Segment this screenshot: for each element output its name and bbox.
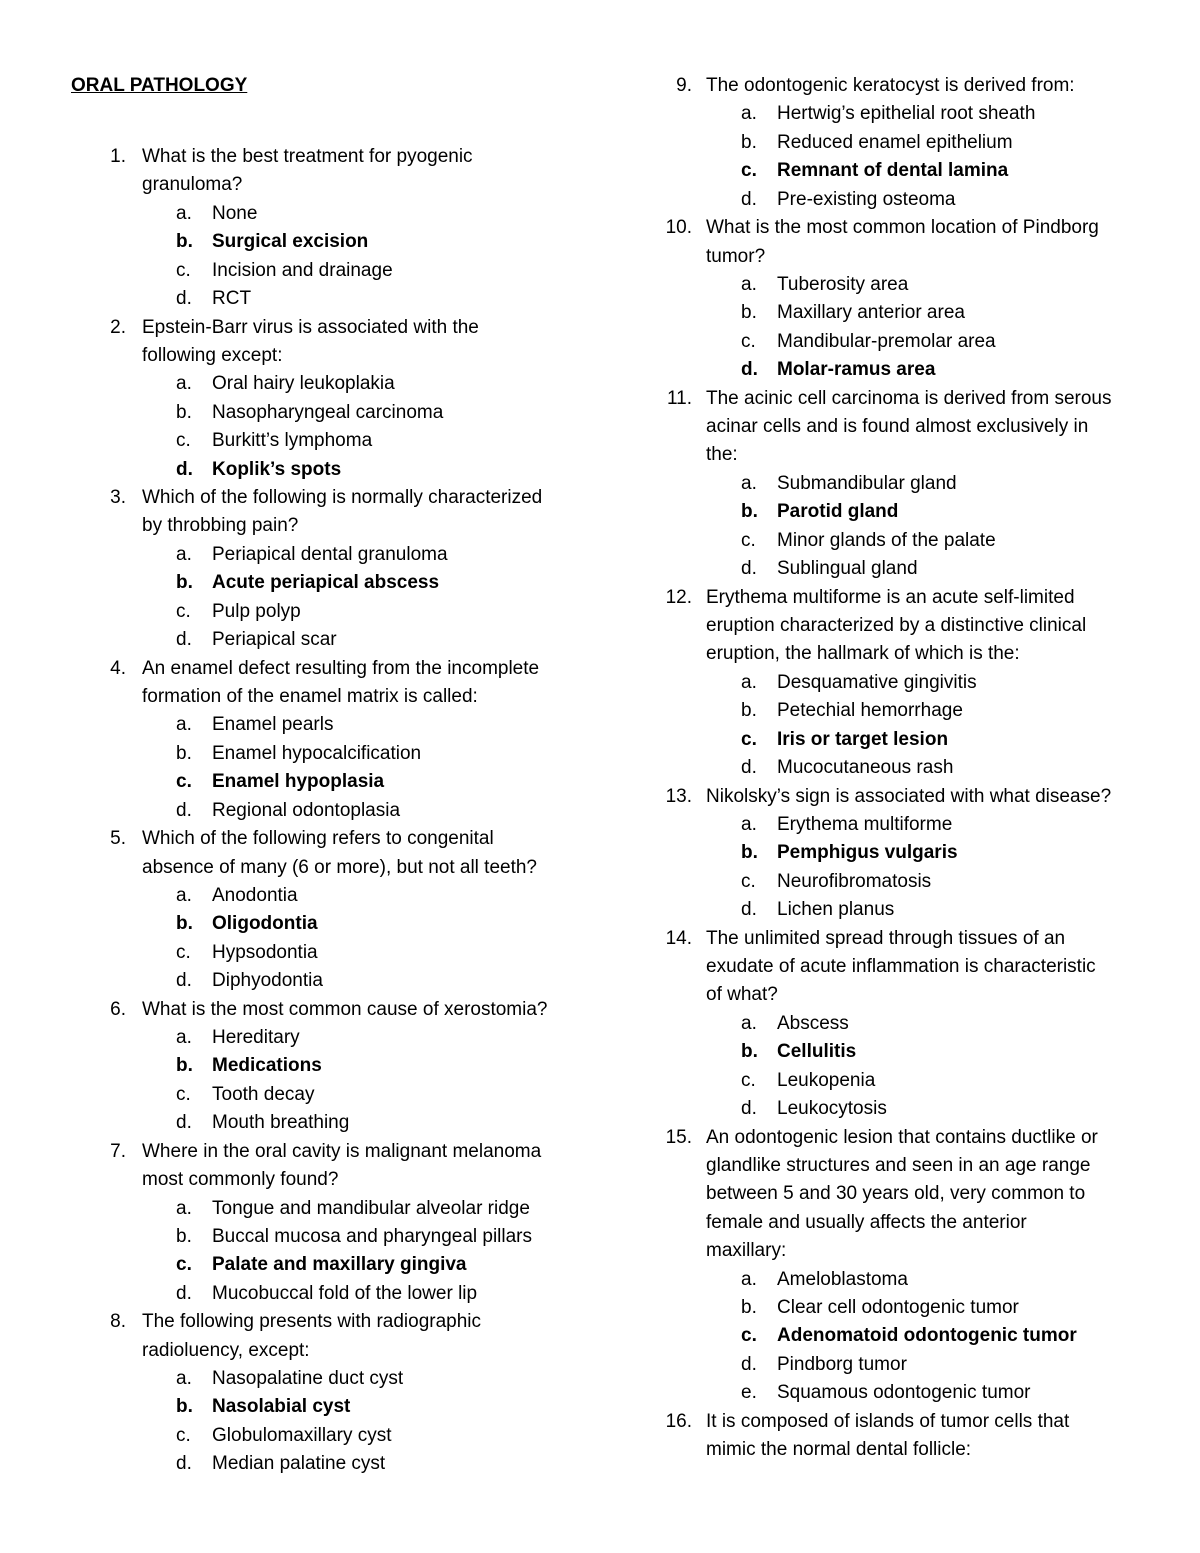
option-letter: c. [741,529,756,551]
question-text: What is the most common location of Pindborg [706,217,1099,239]
question-number: 15. [665,1126,692,1148]
question-line [0,642,1200,666]
question-text: eruption, the hallmark of which is the: [706,643,1020,665]
answer-option [0,1268,1200,1292]
option-text: Petechial hemorrhage [777,700,963,722]
question-line [0,614,1200,638]
answer-option [0,1069,1200,1093]
option-letter: b. [176,1055,193,1077]
option-letter: b. [741,131,757,153]
question-text: Which of the following is normally characterized [142,487,543,509]
option-text: Nasopalatine duct cyst [212,1368,404,1390]
answer-option [0,1296,1200,1320]
option-text: Pre-existing osteoma [777,188,956,210]
option-text: Incision and drainage [212,259,393,281]
option-text: Squamous odontogenic tumor [777,1382,1031,1404]
option-letter: c. [176,1254,192,1276]
option-letter: a. [741,103,757,125]
answer-option-correct [0,1324,1200,1348]
question-text: tumor? [706,245,766,267]
question-text: following except: [142,344,283,366]
answer-option [0,1353,1200,1377]
answer-option [0,1381,1200,1405]
option-text: Minor glands of the palate [777,529,996,551]
question-line [0,74,1200,98]
option-letter: c. [176,430,191,452]
option-text: Enamel hypoplasia [212,771,385,793]
option-letter: a. [176,543,192,565]
option-text: Diphyodontia [212,970,323,992]
answer-option [0,1097,1200,1121]
option-text: Enamel hypocalcification [212,742,422,764]
option-text: Globulomaxillary cyst [212,1424,392,1446]
option-text: Periapical dental granuloma [212,543,448,565]
option-text: Iris or target lesion [777,728,949,750]
option-letter: c. [176,1083,191,1105]
option-text: Periapical scar [212,629,337,651]
question-line [0,443,1200,467]
option-letter: d. [176,458,193,480]
answer-option [0,756,1200,780]
question-text: The following presents with radiographic [142,1311,482,1333]
option-text: Buccal mucosa and pharyngeal pillars [212,1225,533,1247]
option-letter: b. [741,842,758,864]
question-number: 5. [110,828,126,850]
option-letter: b. [176,231,193,253]
option-text: Remnant of dental lamina [777,160,1009,182]
question-number: 6. [110,998,126,1020]
option-letter: e. [741,1382,757,1404]
option-letter: a. [176,1027,192,1049]
question-text: formation of the enamel matrix is called: [142,685,478,707]
option-text: Parotid gland [777,501,899,523]
option-text: Cellulitis [777,1041,857,1063]
question-text: eruption characterized by a distinctive clinical [706,614,1087,636]
question-text: absence of many (6 or more), but not all teeth? [142,856,537,878]
option-text: Leukocytosis [777,1098,887,1120]
option-letter: b. [176,401,192,423]
option-text: Enamel pearls [212,714,334,736]
question-line [0,1211,1200,1235]
option-letter: a. [741,671,757,693]
answer-option [0,301,1200,325]
option-letter: d. [741,1098,757,1120]
option-text: Koplik’s spots [212,458,342,480]
answer-option-correct [0,841,1200,865]
option-text: RCT [212,288,252,310]
question-number: 9. [676,75,692,96]
answer-option [0,330,1200,354]
option-text: Reduced enamel epithelium [777,131,1013,153]
answer-option [0,472,1200,496]
option-letter: b. [176,572,193,594]
question-text: most commonly found? [142,1169,339,1191]
question-text: It is composed of islands of tumor cells that [706,1410,1070,1432]
option-text: Mandibular-premolar area [777,330,996,352]
option-letter: c. [176,941,191,963]
option-letter: b. [741,302,757,324]
option-letter: d. [741,188,757,210]
option-letter: a. [176,373,192,395]
option-letter: c. [741,1325,757,1347]
answer-option [0,870,1200,894]
answer-option [0,557,1200,581]
answer-option-correct [0,159,1200,183]
answer-option-correct [0,1040,1200,1064]
option-letter: b. [741,501,758,523]
option-letter: b. [176,1225,192,1247]
question-line [0,955,1200,979]
question-text: Which of the following refers to congenital [142,828,494,850]
answer-option [0,671,1200,695]
option-letter: a. [741,1012,757,1034]
question-line [0,1126,1200,1150]
option-letter: b. [741,700,757,722]
answer-option [0,898,1200,922]
question-line [0,1438,1200,1462]
option-text: None [212,202,258,224]
option-text: Abscess [777,1012,849,1034]
question-number: 10. [665,217,692,239]
option-letter: b. [176,913,193,935]
question-number: 1. [110,146,126,167]
question-text: An enamel defect resulting from the incomplete [142,657,540,679]
question-number: 2. [110,316,126,338]
option-letter: a. [176,884,192,906]
option-letter: b. [176,742,192,764]
option-text: Mucocutaneous rash [777,757,954,779]
answer-option [0,188,1200,212]
option-text: Surgical excision [212,231,369,253]
option-letter: d. [176,1112,192,1134]
option-letter: d. [741,558,757,580]
question-line [0,216,1200,240]
option-letter: a. [176,202,192,224]
question-text: by throbbing pain? [142,515,299,537]
option-letter: d. [176,799,192,821]
option-letter: c. [176,771,192,793]
option-text: Pindborg tumor [777,1353,907,1375]
option-letter: a. [741,1268,757,1290]
option-text: Hertwig’s epithelial root sheath [777,103,1036,125]
question-line [0,1154,1200,1178]
option-text: Tongue and mandibular alveolar ridge [212,1197,530,1219]
question-number: 3. [110,487,126,509]
option-text: Maxillary anterior area [777,302,965,324]
question-text: mimic the normal dental follicle: [706,1439,972,1461]
option-letter: a. [176,714,192,736]
option-text: Median palatine cyst [212,1453,386,1475]
option-text: Erythema multiforme [777,813,953,835]
option-letter: a. [741,813,757,835]
option-text: Burkitt’s lymphoma [212,430,373,452]
question-text: acinar cells and is found almost exclusively in [706,416,1089,438]
question-line [0,1239,1200,1263]
question-text: Where in the oral cavity is malignant melanoma [142,1140,542,1162]
question-text: radioluency, except: [142,1339,310,1361]
question-number: 7. [110,1140,126,1162]
answer-option [0,813,1200,837]
option-letter: d. [741,899,757,921]
option-letter: d. [176,1282,192,1304]
answer-option [0,529,1200,553]
question-line [0,1182,1200,1206]
question-line [0,415,1200,439]
option-text: Hereditary [212,1027,300,1049]
option-letter: d. [741,359,758,381]
option-text: Mouth breathing [212,1112,350,1134]
option-text: Leukopenia [777,1069,876,1091]
option-text: Oral hairy leukoplakia [212,373,395,395]
option-text: Regional odontoplasia [212,799,401,821]
option-letter: c. [741,870,756,892]
option-letter: c. [741,160,757,182]
question-line [0,245,1200,269]
option-letter: c. [741,728,757,750]
option-text: Molar-ramus area [777,359,936,381]
option-text: Oligodontia [212,913,318,935]
question-line [0,1410,1200,1434]
question-number: 8. [110,1311,126,1333]
option-letter: d. [176,629,192,651]
option-letter: d. [741,1353,757,1375]
question-text: granuloma? [142,174,243,196]
question-line [0,927,1200,951]
option-text: Tooth decay [212,1083,315,1105]
question-text: between 5 and 30 years old, very common to [706,1183,1086,1205]
option-letter: c. [176,1424,191,1446]
question-text: The odontogenic keratocyst is derived from: [706,75,1075,96]
option-text: Neurofibromatosis [777,870,932,892]
option-text: Mucobuccal fold of the lower lip [212,1282,478,1304]
question-line [0,586,1200,610]
option-letter: a. [176,1197,192,1219]
answer-option-correct [0,728,1200,752]
option-text: Adenomatoid odontogenic tumor [777,1325,1077,1347]
answer-option [0,131,1200,155]
option-text: Desquamative gingivitis [777,671,977,693]
question-text: The acinic cell carcinoma is derived from serous [706,387,1112,409]
question-text: the: [706,444,738,466]
option-letter: d. [176,970,192,992]
question-number: 16. [665,1410,692,1432]
question-line [0,387,1200,411]
question-text: Epstein-Barr virus is associated with the [142,316,479,338]
question-text: The unlimited spread through tissues of an [706,927,1066,949]
option-text: Anodontia [212,884,298,906]
answer-option-correct [0,500,1200,524]
answer-option-correct [0,358,1200,382]
question-line [0,785,1200,809]
option-text: Clear cell odontogenic tumor [777,1297,1019,1319]
option-text: Lichen planus [777,899,895,921]
question-number: 14. [665,927,692,949]
option-letter: a. [741,273,757,295]
question-number: 4. [110,657,126,679]
question-line [0,983,1200,1007]
question-text: An odontogenic lesion that contains ductlike or [706,1126,1098,1148]
question-text: female and usually affects the anterior [706,1211,1027,1233]
page-title: ORAL PATHOLOGY [71,75,248,96]
option-letter: c. [741,330,756,352]
option-text: Palate and maxillary gingiva [212,1254,467,1276]
question-text: of what? [706,984,778,1006]
option-text: Acute periapical abscess [212,572,440,594]
option-text: Ameloblastoma [777,1268,908,1290]
answer-option [0,699,1200,723]
option-letter: d. [176,288,192,310]
option-letter: b. [741,1297,757,1319]
question-text: glandlike structures and seen in an age range [706,1154,1091,1176]
option-letter: b. [176,1396,193,1418]
option-letter: d. [741,757,757,779]
option-text: Tuberosity area [777,273,909,295]
option-letter: a. [741,472,757,494]
option-letter: b. [741,1041,758,1063]
option-text: Nasopharyngeal carcinoma [212,401,444,423]
option-letter: c. [176,600,191,622]
question-number: 11. [666,387,692,409]
answer-option [0,1012,1200,1036]
option-text: Sublingual gland [777,558,918,580]
option-letter: d. [176,1453,192,1475]
option-letter: c. [176,259,191,281]
option-text: Hypsodontia [212,941,318,963]
question-text: Nikolsky’s sign is associated with what disease? [706,785,1112,807]
question-text: Erythema multiforme is an acute self-limited [706,586,1075,608]
question-number: 12. [665,586,692,608]
option-text: Nasolabial cyst [212,1396,351,1418]
answer-option [0,273,1200,297]
option-text: Pemphigus vulgaris [777,842,958,864]
answer-option [0,102,1200,126]
question-text: exudate of acute inflammation is characteristic [706,956,1096,978]
option-text: Pulp polyp [212,600,301,622]
question-text: What is the best treatment for pyogenic [142,146,473,167]
question-text: maxillary: [706,1240,787,1262]
option-text: Submandibular gland [777,472,957,494]
option-letter: c. [741,1069,756,1091]
option-text: Medications [212,1055,322,1077]
option-letter: a. [176,1368,192,1390]
question-text: What is the most common cause of xerostomia? [142,998,548,1020]
question-number: 13. [665,785,692,807]
